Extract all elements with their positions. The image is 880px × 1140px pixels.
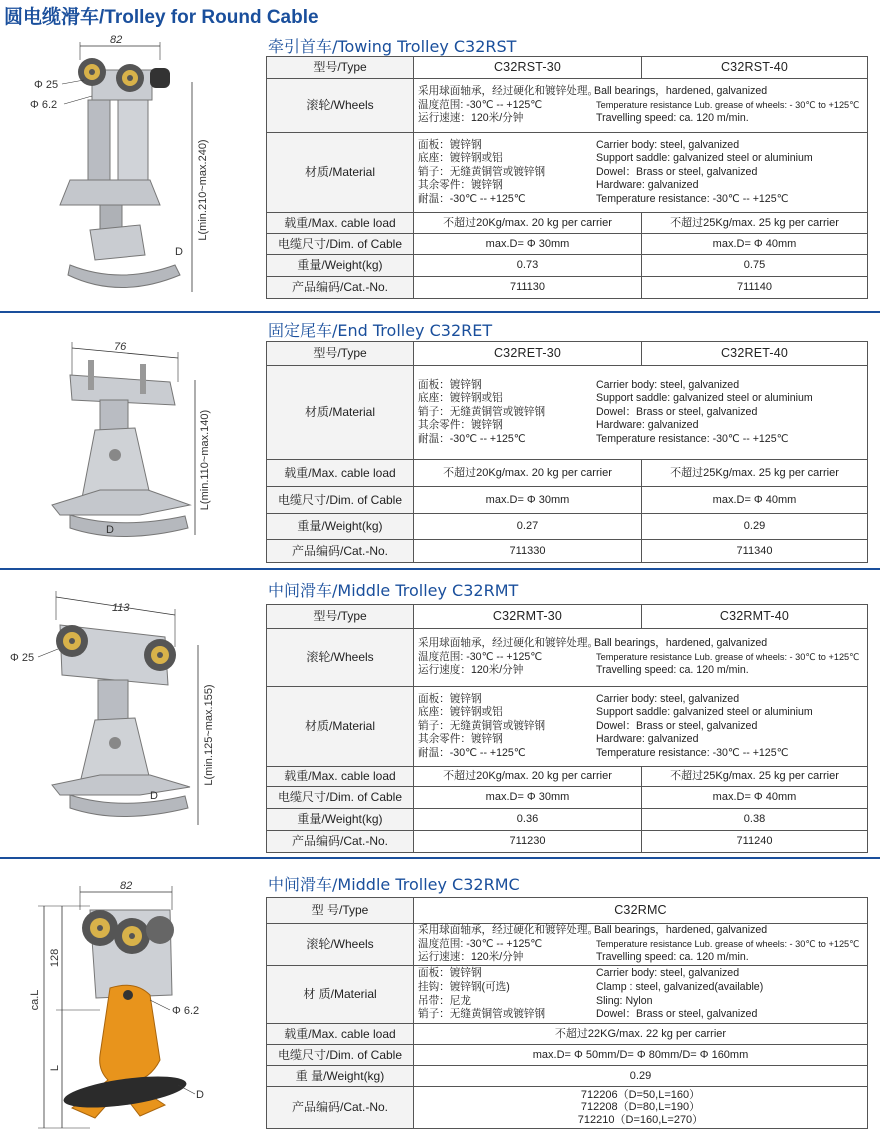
material-label: 材 质/Material (267, 966, 414, 1024)
wheels-label: 滚轮/Wheels (267, 924, 414, 966)
towing-trolley-drawing (0, 30, 250, 310)
dim-width: 82 (120, 880, 133, 892)
row-label: 电缆尺寸/Dim. of Cable (267, 234, 414, 255)
dim-phi25: Φ 25 (34, 79, 59, 91)
row-col1: 不超过20Kg/max. 20 kg per carrier (414, 213, 642, 234)
section-divider (0, 568, 880, 570)
material-spec: 面板：镀锌钢 Carrier body: steel, galvanized 挂钩：镀锌钢(可选) Clamp : steel, galvanized(available) 吊带：尼龙 Sling: Nylon 销子：无缝黄铜管或镀锌钢 Dowel：Brass or steel, galvanized (414, 966, 868, 1024)
section-divider (0, 857, 880, 859)
material-label: 材质/Material (267, 687, 414, 767)
type-col2: C32RST-40 (642, 57, 868, 79)
dim-128: 128 (49, 948, 61, 968)
spec-table-middle-rmc (266, 897, 868, 1129)
section-divider (0, 311, 880, 313)
section-title-towing: 牵引首车/Towing Trolley C32RST (268, 37, 517, 56)
row-col1: max.D= Φ 30mm (414, 234, 642, 255)
type-label: 型 号/Type (267, 898, 414, 924)
row-col2: 不超过25Kg/max. 25 kg per carrier (642, 767, 868, 787)
row-label: 电缆尺寸/Dim. of Cable (267, 787, 414, 809)
spec-table-end (266, 341, 868, 563)
section-title-middle-rmt: 中间滑车/Middle Trolley C32RMT (268, 581, 519, 600)
row-col1: 0.73 (414, 255, 642, 277)
section-title-middle-rmc: 中间滑车/Middle Trolley C32RMC (268, 875, 520, 894)
row-label: 重量/Weight(kg) (267, 255, 414, 277)
row-col2: 0.38 (642, 809, 868, 831)
material-spec: 面板：镀锌钢 Carrier body: steel, galvanized 底座：镀锌钢或铝 Support saddle: galvanized steel or aluminium 销子：无缝黄铜管或镀锌钢 Dowel：Brass or steel, galvanized 其余零件：镀锌钢 Hardware: galvanized 耐温：-30℃ -- +125℃ Temperature resistance: -30℃ -- +125℃ (414, 133, 868, 213)
row-col1: 不超过20Kg/max. 20 kg per carrier (414, 460, 642, 487)
end-trolley-drawing (0, 320, 250, 565)
section-title-end: 固定尾车/End Trolley C32RET (268, 321, 493, 340)
dim-d: D (106, 524, 114, 536)
row-label: 产品编码/Cat.-No. (267, 540, 414, 563)
middle-trolley-rmc-drawing (0, 870, 250, 1140)
row-value: 不超过22KG/max. 22 kg per carrier (414, 1024, 868, 1045)
spec-table-middle-rmt (266, 604, 868, 853)
material-spec: 面板：镀锌钢 Carrier body: steel, galvanized 底座：镀锌钢或铝 Support saddle: galvanized steel or aluminium 销子：无缝黄铜管或镀锌钢 Dowel：Brass or steel, galvanized 其余零件：镀锌钢 Hardware: galvanized 耐温：-30℃ -- +125℃ Temperature resistance: -30℃ -- +125℃ (414, 687, 868, 767)
row-label: 电缆尺寸/Dim. of Cable (267, 487, 414, 514)
middle-trolley-rmt-drawing (0, 575, 250, 855)
row-col1: 711230 (414, 831, 642, 853)
row-col2: max.D= Φ 40mm (642, 234, 868, 255)
row-label: 载重/Max. cable load (267, 767, 414, 787)
row-label: 重量/Weight(kg) (267, 809, 414, 831)
type-col1: C32RST-30 (414, 57, 642, 79)
dim-length: L(min.210~max.240) (197, 139, 209, 241)
row-col1: max.D= Φ 30mm (414, 787, 642, 809)
material-spec: 面板：镀锌钢 Carrier body: steel, galvanized 底座：镀锌钢或铝 Support saddle: galvanized steel or aluminium 销子：无缝黄铜管或镀锌钢 Dowel：Brass or steel, galvanized 其余零件：镀锌钢 Hardware: galvanized 耐温：-30℃ -- +125℃ Temperature resistance: -30℃ -- +125℃ (414, 366, 868, 460)
type-col2: C32RET-40 (642, 342, 868, 366)
dim-length: L(min.125~max.155) (203, 684, 215, 786)
type-label: 型号/Type (267, 605, 414, 629)
material-label: 材质/Material (267, 133, 414, 213)
cat-values: 712206（D=50,L=160） 712208（D=80,L=190） 712210（D=160,L=270） (414, 1087, 868, 1129)
wheels-label: 滚轮/Wheels (267, 629, 414, 687)
row-col1: 0.36 (414, 809, 642, 831)
type-col1: C32RMT-30 (414, 605, 642, 629)
dim-width: 76 (114, 341, 127, 353)
type-label: 型号/Type (267, 57, 414, 79)
row-col2: max.D= Φ 40mm (642, 487, 868, 514)
type-col1: C32RMC (414, 898, 868, 924)
row-col2: 0.29 (642, 514, 868, 540)
dim-width: 113 (112, 602, 130, 614)
row-col1: max.D= Φ 30mm (414, 487, 642, 514)
wheels-label: 滚轮/Wheels (267, 79, 414, 133)
row-col1: 711130 (414, 277, 642, 299)
wheels-spec: 采用球面轴承，经过硬化和镀锌处理。 Ball bearings，hardened, galvanized 温度范围: -30℃ -- +125℃ Temperature resistance Lub. grease of wheels: - 30℃ to +125℃ 运行速速：120米/分钟 Travelling speed: ca. 120 m/min. (414, 79, 868, 133)
type-col1: C32RET-30 (414, 342, 642, 366)
wheels-spec: 采用球面轴承，经过硬化和镀锌处理。 Ball bearings，hardened, galvanized 温度范围: -30℃ -- +125℃ Temperature resistance Lub. grease of wheels: - 30℃ to +125℃ 运行速速：120米/分钟 Travelling speed: ca. 120 m/min. (414, 924, 868, 966)
row-col2: 711340 (642, 540, 868, 563)
wheels-spec: 采用球面轴承，经过硬化和镀锌处理。 Ball bearings，hardened, galvanized 温度范围: -30℃ -- +125℃ Temperature resistance Lub. grease of wheels: - 30℃ to +125℃ 运行速度：120米/分钟 Travelling speed: ca. 120 m/min. (414, 629, 868, 687)
row-col2: 711240 (642, 831, 868, 853)
row-label: 载重/Max. cable load (267, 1024, 414, 1045)
row-label: 载重/Max. cable load (267, 213, 414, 234)
material-label: 材质/Material (267, 366, 414, 460)
row-label: 载重/Max. cable load (267, 460, 414, 487)
dim-phi62: Φ 6.2 (30, 99, 58, 111)
row-col1: 不超过20Kg/max. 20 kg per carrier (414, 767, 642, 787)
dim-width: 82 (110, 34, 123, 46)
row-label: 电缆尺寸/Dim. of Cable (267, 1045, 414, 1066)
row-label: 重量/Weight(kg) (267, 514, 414, 540)
dim-cal: ca.L (29, 989, 41, 1011)
dim-l: L (49, 1064, 61, 1072)
type-col2: C32RMT-40 (642, 605, 868, 629)
dim-d: D (150, 790, 158, 802)
row-col2: 0.75 (642, 255, 868, 277)
spec-table-towing (266, 56, 868, 299)
row-label: 重 量/Weight(kg) (267, 1066, 414, 1087)
row-col2: max.D= Φ 40mm (642, 787, 868, 809)
page-title: 圆电缆滑车/Trolley for Round Cable (4, 7, 319, 28)
row-value: max.D= Φ 50mm/D= Φ 80mm/D= Φ 160mm (414, 1045, 868, 1066)
row-col1: 711330 (414, 540, 642, 563)
dim-phi25: Φ 25 (10, 652, 35, 664)
type-label: 型号/Type (267, 342, 414, 366)
dim-d: D (196, 1089, 204, 1101)
row-col2: 不超过25Kg/max. 25 kg per carrier (642, 213, 868, 234)
row-value: 0.29 (414, 1066, 868, 1087)
row-label: 产品编码/Cat.-No. (267, 277, 414, 299)
row-col1: 0.27 (414, 514, 642, 540)
dim-d: D (175, 246, 183, 258)
cat-label: 产品编码/Cat.-No. (267, 1087, 414, 1129)
row-label: 产品编码/Cat.-No. (267, 831, 414, 853)
row-col2: 不超过25Kg/max. 25 kg per carrier (642, 460, 868, 487)
row-col2: 711140 (642, 277, 868, 299)
dim-phi62: Φ 6.2 (172, 1005, 200, 1017)
dim-length: L(min.110~max.140) (199, 409, 211, 511)
